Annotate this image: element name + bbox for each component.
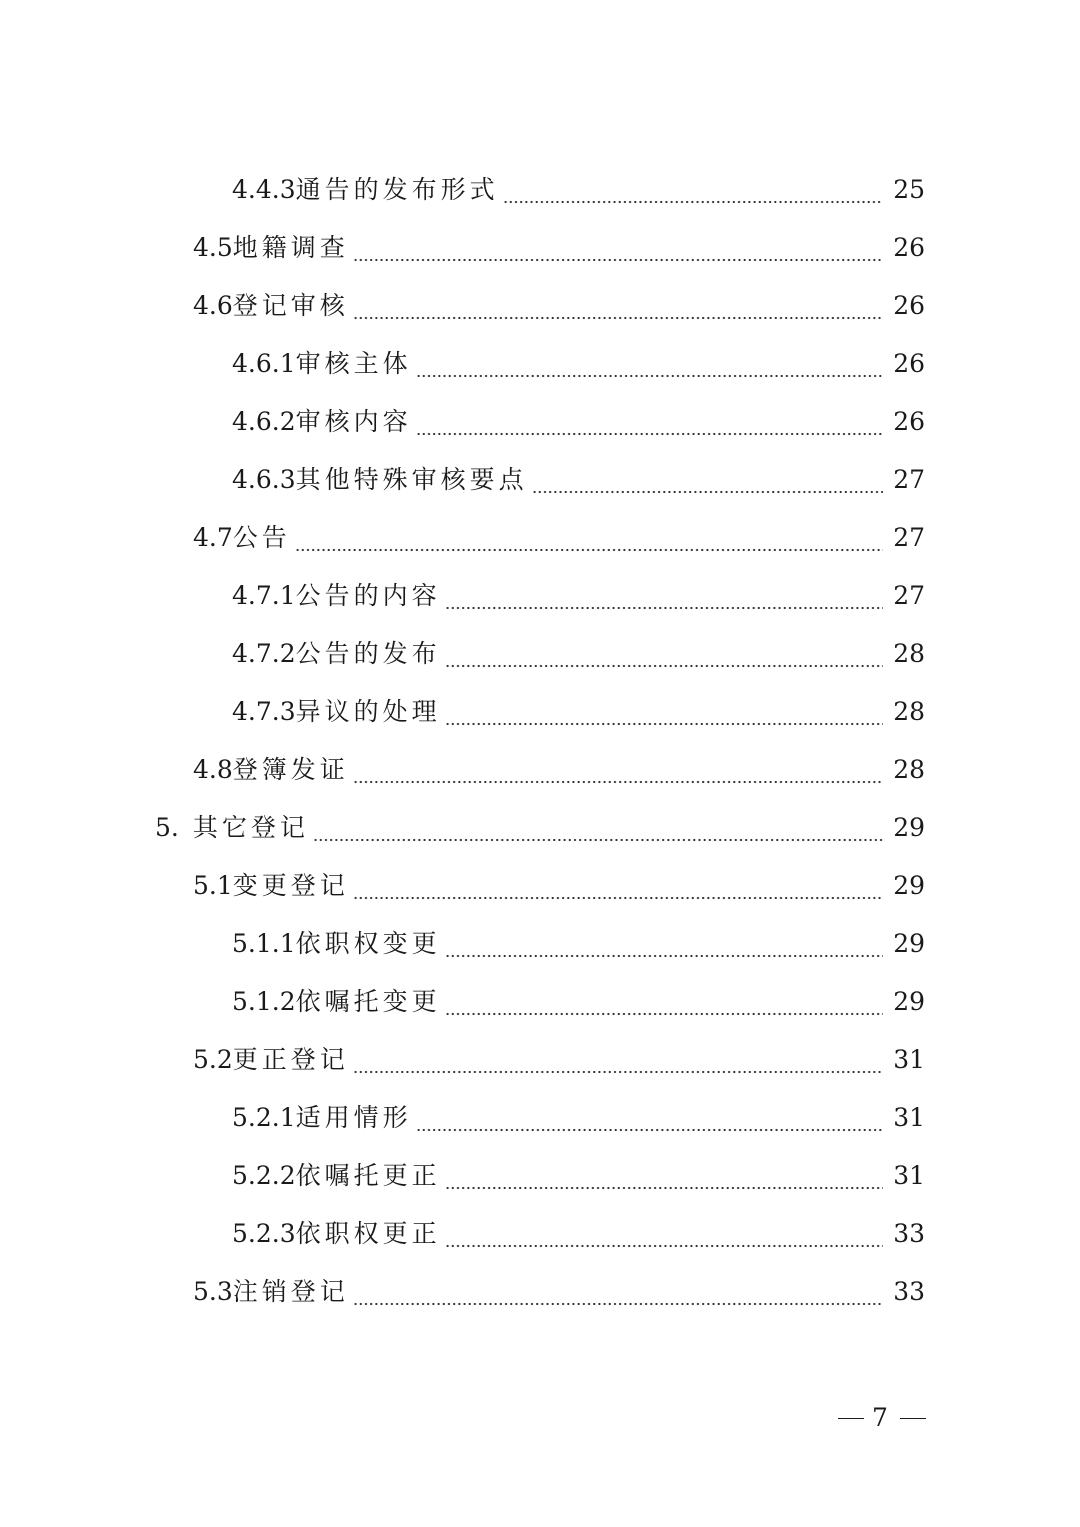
toc-entry-page: 31 xyxy=(893,1103,925,1132)
toc-entry-page: 26 xyxy=(893,407,925,436)
toc-entry[interactable] xyxy=(0,683,1080,741)
toc-entry-number: 4.6.2 xyxy=(232,407,296,436)
toc-entry-title: 变更登记 xyxy=(232,871,349,900)
toc-entry-page: 27 xyxy=(893,581,925,610)
toc-entry-title: 登簿发证 xyxy=(232,755,349,784)
toc-entry-number: 4.7 xyxy=(193,523,233,552)
toc-entry-page: 31 xyxy=(893,1045,925,1074)
toc-entry-title: 依嘱托变更 xyxy=(295,987,441,1016)
toc-entry[interactable] xyxy=(0,219,1080,277)
toc-entry-title: 公告的内容 xyxy=(295,581,441,610)
toc-dot-leader xyxy=(353,857,883,915)
toc-dot-leader xyxy=(313,799,883,857)
toc-entry-title: 登记审核 xyxy=(232,291,349,320)
toc-entry-number: 5.1 xyxy=(193,871,233,900)
toc-dot-leader xyxy=(445,973,883,1031)
toc-entry-title: 适用情形 xyxy=(295,1103,412,1132)
toc-entry[interactable] xyxy=(0,1031,1080,1089)
toc-entry-title: 更正登记 xyxy=(232,1045,349,1074)
toc-entry-number: 5.2.1 xyxy=(232,1103,296,1132)
toc-entry-page: 29 xyxy=(893,987,925,1016)
toc-entry-page: 33 xyxy=(893,1277,925,1306)
page-number: 7 xyxy=(872,1403,888,1432)
toc-entry-page: 33 xyxy=(893,1219,925,1248)
toc-entry[interactable] xyxy=(0,799,1080,857)
toc-dot-leader xyxy=(416,393,883,451)
toc-entry-number: 4.7.2 xyxy=(232,639,296,668)
toc-entry-title: 依嘱托更正 xyxy=(295,1161,441,1190)
toc-entry-title: 其他特殊审核要点 xyxy=(295,465,528,494)
toc-entry-title: 审核内容 xyxy=(295,407,412,436)
toc-entry[interactable] xyxy=(0,393,1080,451)
toc-entry-number: 4.5 xyxy=(193,233,233,262)
toc-entry-title: 公告的发布 xyxy=(295,639,441,668)
toc-entry-page: 26 xyxy=(893,291,925,320)
toc-entry-title: 审核主体 xyxy=(295,349,412,378)
toc-entry-number: 4.4.3 xyxy=(232,175,296,204)
toc-entry[interactable] xyxy=(0,509,1080,567)
toc-entry[interactable] xyxy=(0,741,1080,799)
page-number-dash-right xyxy=(900,1418,926,1419)
toc-dot-leader xyxy=(445,1147,883,1205)
toc-entry-number: 4.8 xyxy=(193,755,233,784)
toc-entry[interactable] xyxy=(0,625,1080,683)
toc-entry[interactable] xyxy=(0,567,1080,625)
toc-entry[interactable] xyxy=(0,915,1080,973)
toc-entry-page: 27 xyxy=(893,465,925,494)
toc-entry-number: 5. xyxy=(155,813,179,842)
toc-entry-page: 28 xyxy=(893,697,925,726)
toc-dot-leader xyxy=(503,161,883,219)
toc-entry-number: 5.2 xyxy=(193,1045,233,1074)
toc-entry-title: 依职权更正 xyxy=(295,1219,441,1248)
toc-dot-leader xyxy=(445,567,883,625)
toc-entry-number: 4.6.3 xyxy=(232,465,296,494)
toc-dot-leader xyxy=(353,219,883,277)
table-of-contents xyxy=(0,161,1080,1321)
toc-entry[interactable] xyxy=(0,857,1080,915)
toc-entry[interactable] xyxy=(0,1089,1080,1147)
toc-entry-title: 公告 xyxy=(232,523,291,552)
toc-dot-leader xyxy=(445,1205,883,1263)
toc-entry-page: 29 xyxy=(893,813,925,842)
toc-entry-number: 5.2.3 xyxy=(232,1219,296,1248)
toc-entry-page: 28 xyxy=(893,755,925,784)
toc-dot-leader xyxy=(353,1263,883,1321)
toc-entry-number: 5.2.2 xyxy=(232,1161,296,1190)
toc-entry-number: 5.1.1 xyxy=(232,929,296,958)
toc-dot-leader xyxy=(532,451,883,509)
toc-dot-leader xyxy=(353,277,883,335)
toc-entry-title: 地籍调查 xyxy=(232,233,349,262)
toc-dot-leader xyxy=(445,683,883,741)
toc-dot-leader xyxy=(295,509,883,567)
toc-entry[interactable] xyxy=(0,1147,1080,1205)
toc-entry[interactable] xyxy=(0,1205,1080,1263)
toc-entry-number: 4.7.1 xyxy=(232,581,296,610)
toc-entry-number: 5.3 xyxy=(193,1277,233,1306)
toc-entry[interactable] xyxy=(0,973,1080,1031)
toc-entry-number: 5.1.2 xyxy=(232,987,296,1016)
toc-dot-leader xyxy=(416,1089,883,1147)
toc-entry-page: 25 xyxy=(893,175,925,204)
toc-entry[interactable] xyxy=(0,1263,1080,1321)
page-footer xyxy=(0,1398,1080,1438)
toc-entry[interactable] xyxy=(0,451,1080,509)
toc-entry-page: 26 xyxy=(893,233,925,262)
toc-dot-leader xyxy=(353,1031,883,1089)
toc-entry-title: 通告的发布形式 xyxy=(295,175,499,204)
toc-entry[interactable] xyxy=(0,335,1080,393)
toc-entry-title: 其它登记 xyxy=(192,813,309,842)
toc-dot-leader xyxy=(445,625,883,683)
toc-dot-leader xyxy=(353,741,883,799)
toc-entry-page: 27 xyxy=(893,523,925,552)
page-number-dash-left xyxy=(838,1418,864,1419)
toc-dot-leader xyxy=(416,335,883,393)
toc-entry-title: 异议的处理 xyxy=(295,697,441,726)
toc-entry-number: 4.7.3 xyxy=(232,697,296,726)
toc-entry-page: 29 xyxy=(893,871,925,900)
toc-entry[interactable] xyxy=(0,277,1080,335)
toc-entry[interactable] xyxy=(0,161,1080,219)
toc-dot-leader xyxy=(445,915,883,973)
toc-entry-number: 4.6 xyxy=(193,291,233,320)
toc-entry-page: 26 xyxy=(893,349,925,378)
toc-entry-page: 31 xyxy=(893,1161,925,1190)
toc-entry-page: 29 xyxy=(893,929,925,958)
toc-entry-page: 28 xyxy=(893,639,925,668)
toc-entry-number: 4.6.1 xyxy=(232,349,296,378)
toc-entry-title: 依职权变更 xyxy=(295,929,441,958)
toc-entry-title: 注销登记 xyxy=(232,1277,349,1306)
